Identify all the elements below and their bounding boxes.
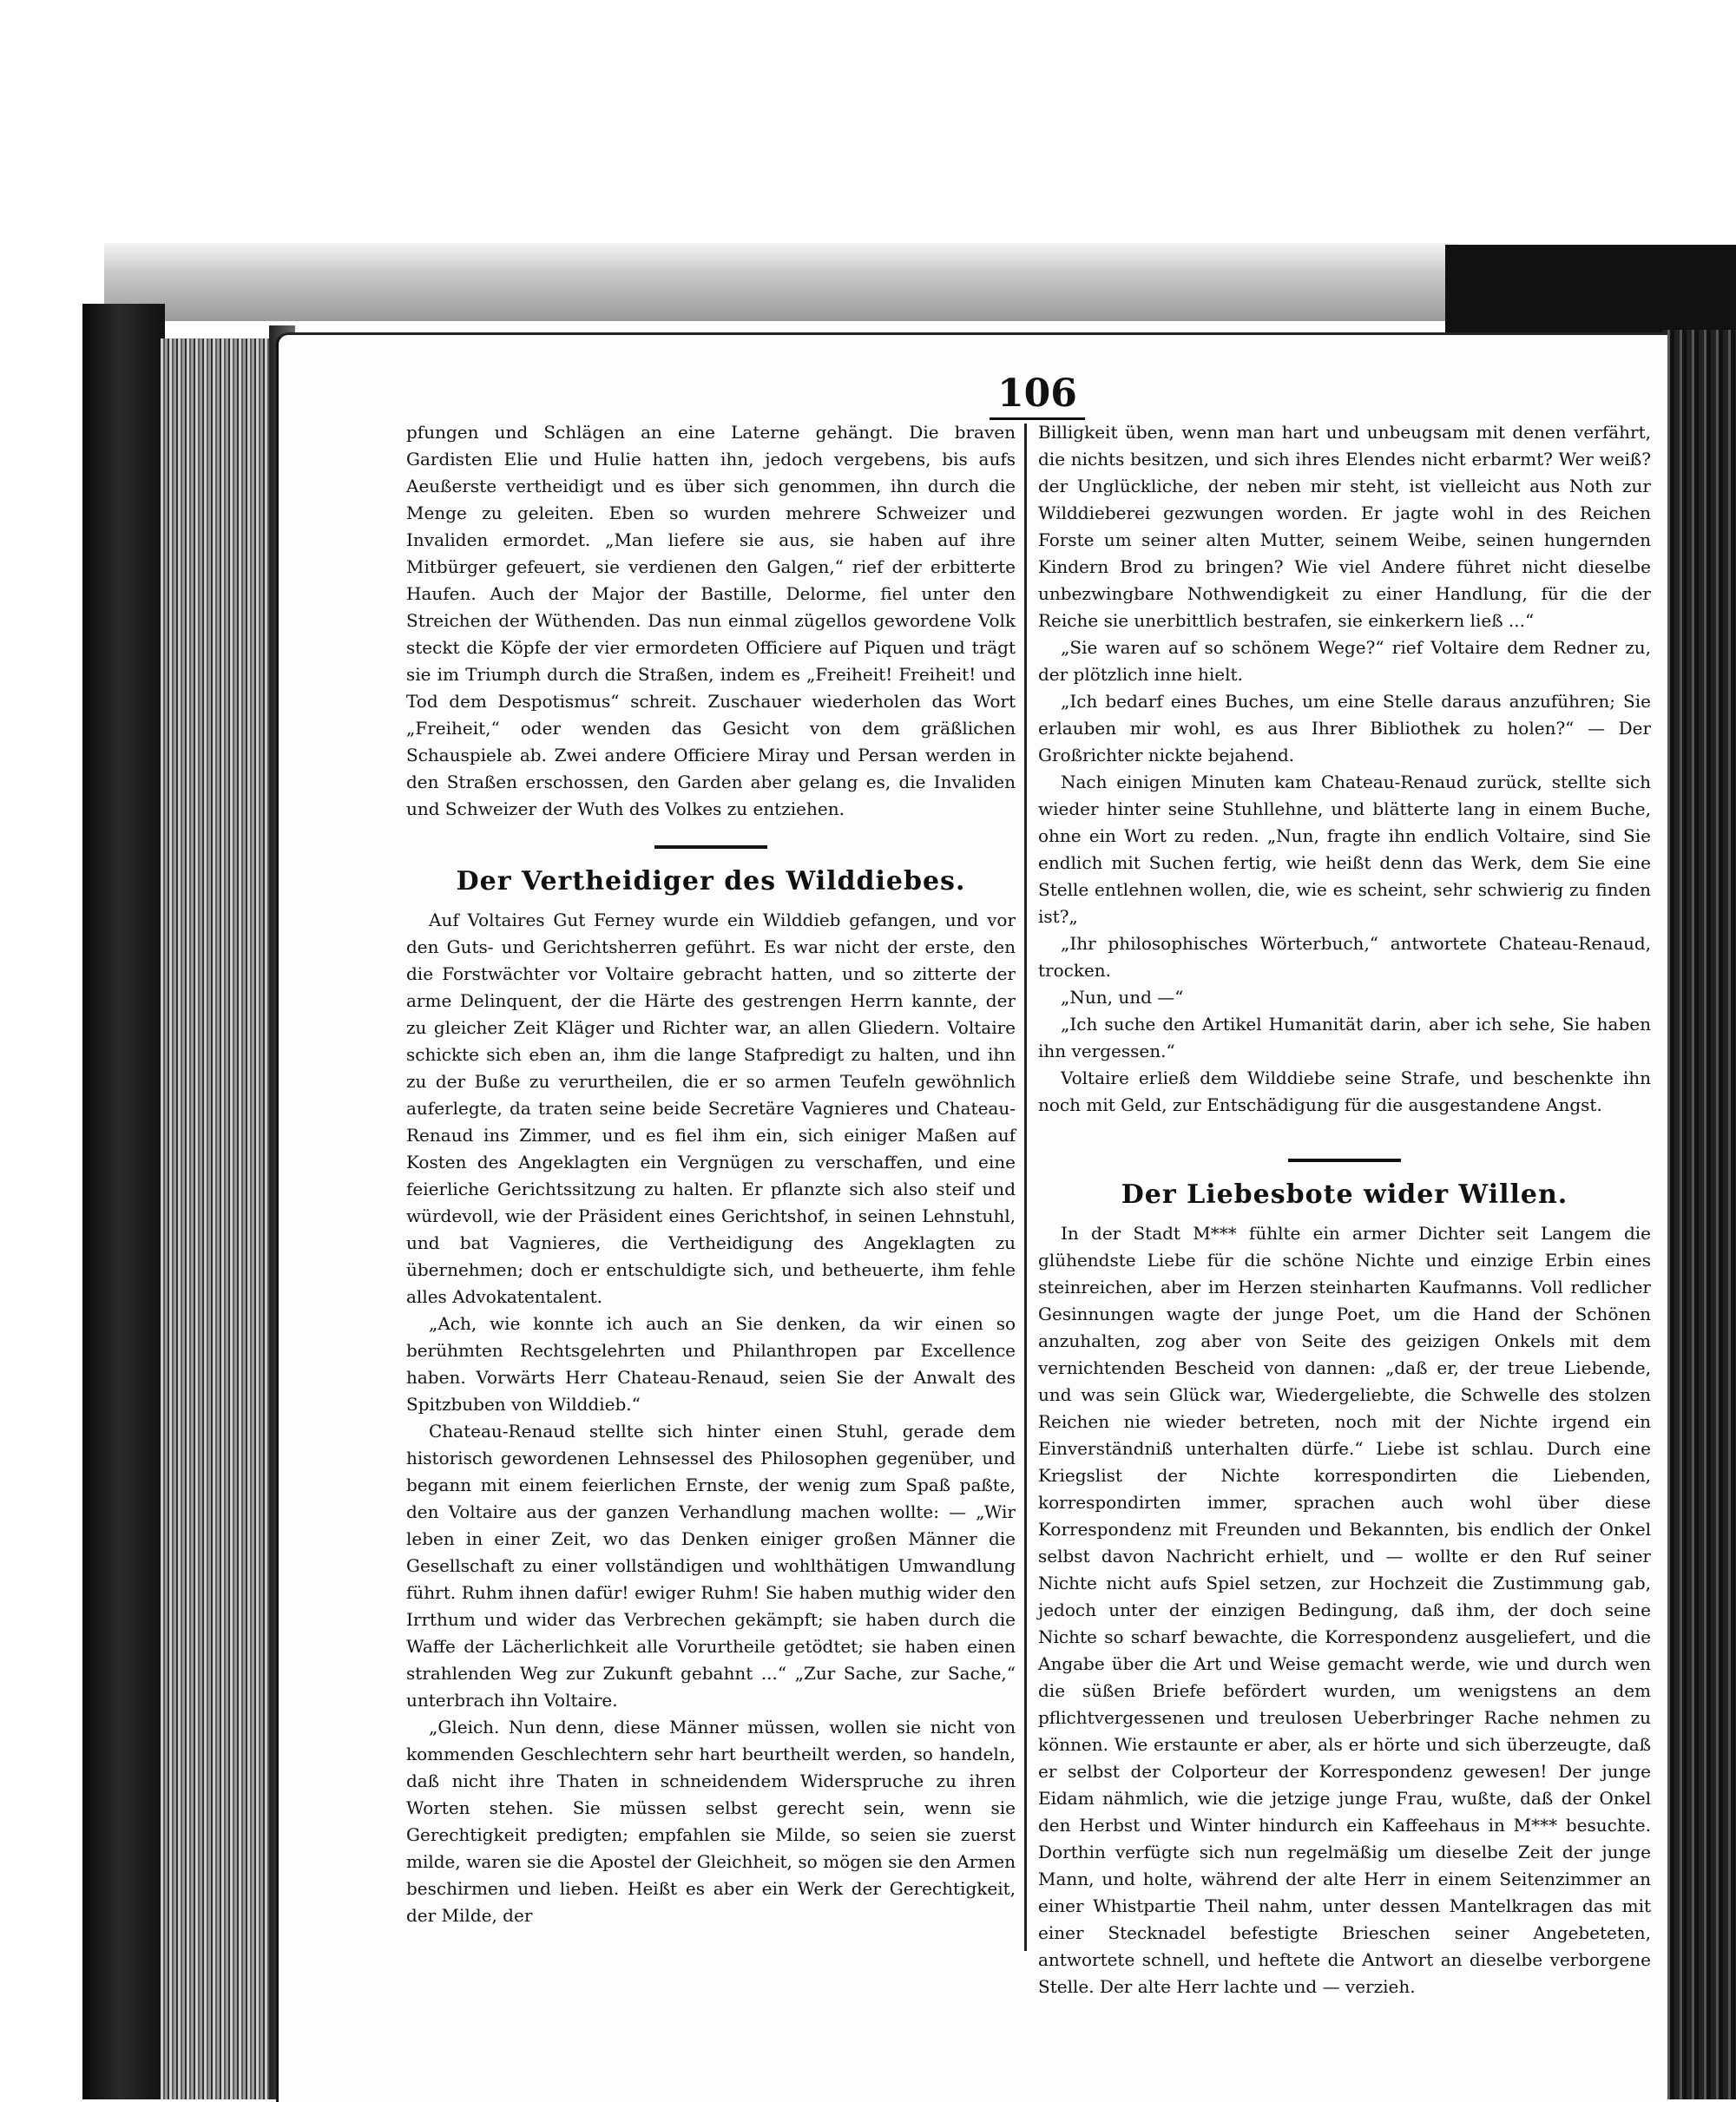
paragraph: Voltaire erließ dem Wilddiebe seine Strafe, und beschenkte ihn noch mit Geld, zur Entschädigung für die ausgestandene Angst. [1038,1067,1651,1115]
paragraph: „Sie waren auf so schönem Wege?“ rief Voltaire dem Redner zu, der plötzlich inne hielt. [1038,637,1651,685]
paragraph: „Ihr philosophisches Wörterbuch,“ antwortete Chateau-Renaud, trocken. [1038,933,1651,981]
article-heading: Der Vertheidiger des Wilddiebes. [456,866,966,897]
paragraph: „Ich bedarf eines Buches, um eine Stelle daraus anzuführen; Sie erlauben mir wohl, es aus Ihrer Bibliothek zu holen?“ — Der Großrichter nickte bejahend. [1038,691,1651,765]
section-divider [654,845,767,849]
paragraph: Billigkeit üben, wenn man hart und unbeugsam mit denen verfährt, die nichts besitzen, und sich ihres Elendes nicht erbarmt? Wer weiß? der Unglückliche, der neben mir steht, ist vielleicht aus Noth zur Wilddieberei gezwungen worden. Er jagte wohl in des Reichen Forste um seiner alten Mutter, seinem Weibe, seinen hungernden Kindern Brod zu bringen? Wie viel Andere führet nicht dieselbe unbezwingbare Nothwendigkeit zu einer Handlung, für die der Reiche sie unerbittlich bestrafen, sie einkerkern ließ ...“ [1038,422,1651,631]
right-column [1038,419,1651,2000]
section-divider [1288,1159,1401,1162]
paragraph: Auf Voltaires Gut Ferney wurde ein Wilddieb gefangen, und vor den Guts- und Gerichtsherren geführt. Es war nicht der erste, den die Forstwächter vor Voltaire gebracht hatten, und so zitterte der arme Delinquent, der die Härte des gestrengen Herrn kannte, der zu gleicher Zeit Kläger und Richter war, an allen Gliedern. Voltaire schickte sich eben an, ihm die lange Stafpredigt zu halten, und ihn zu der Buße zu verurtheilen, die er so armen Teufeln gewöhnlich auferlegte, da traten seine beide Secretäre Vagnieres und Chateau-Renaud ins Zimmer, und es fiel ihm ein, sich einiger Maßen auf Kosten des Angeklagten ein Vergnügen zu verschaffen, und eine feierliche Gerichtssitzung zu halten. Er pflanzte sich also steif und würdevoll, wie der Präsident eines Gerichtshof, in seinen Lehnstuhl, und bat Vagnieres, die Vertheidigung des Angeklagten zu übernehmen; doch er entschuldigte sich, und betheuerte, ihm fehle alles Advokatentalent. [406,910,1016,1307]
paragraph: „Nun, und —“ [1061,987,1184,1008]
paragraph: „Ich suche den Artikel Humanität darin, aber ich sehe, Sie haben ihn vergessen.“ [1038,1014,1651,1061]
left-column [406,419,1016,1929]
article-heading: Der Liebesbote wider Willen. [1121,1179,1568,1210]
book-spine [82,304,165,2099]
paragraph: „Ach, wie konnte ich auch an Sie denken, da wir einen so berühmten Rechtsgelehrten und Philanthropen par Excellence haben. Vorwärts Herr Chateau-Renaud, seien Sie der Anwalt des Spitzbuben von Wilddieb.“ [406,1313,1016,1415]
paragraph: Chateau-Renaud stellte sich hinter einen Stuhl, gerade dem historisch gewordenen Lehnsessel des Philosophen gegenüber, und begann mit einem feierlichen Ernste, der wenig zum Spaß paßte, den Voltaire aus der ganzen Verhandlung machen wollte: — „Wir leben in einer Zeit, wo das Denken einiger großen Männer die Gesellschaft zu einer vollständigen und wohlthätigen Umwandlung führt. Ruhm ihnen dafür! ewiger Ruhm! Sie haben muthig wider den Irrthum und wider das Verbrechen gekämpft; sie haben durch die Waffe der Lächerlichkeit alle Vorurtheile getödtet; sie haben einen strahlenden Weg zur Zukunft gebahnt ...“ „Zur Sache, zur Sache,“ unterbrach ihn Voltaire. [406,1421,1016,1711]
paragraph: In der Stadt M*** fühlte ein armer Dichter seit Langem die glühendste Liebe für die schöne Nichte und einzige Erbin eines steinreichen, aber im Herzen steinharten Kaufmanns. Voll redlicher Gesinnungen wagte der junge Poet, um die Hand der Schönen anzuhalten, zog aber von Seite des geizigen Onkels mit dem vernichtenden Bescheid von dannen: „daß er, der treue Liebende, und was sein Glück war, Wiedergeliebte, die Schwelle des stolzen Reichen nie wieder betreten, noch mit der Nichte irgend ein Einverständniß unterhalten dürfe.“ Liebe ist schlau. Durch eine Kriegslist der Nichte korrespondirten die Liebenden, korrespondirten immer, sprachen auch wohl über diese Korrespondenz mit Freunden und Bekannten, bis endlich der Onkel selbst davon Nachricht erhielt, und — wollte er den Ruf seiner Nichte nicht aufs Spiel setzen, zur Hochzeit die Zustimmung gab, jedoch unter der einzigen Bedingung, daß ihm, der doch seine Nichte so scharf bewachte, die Korrespondenz ausgeliefert, und die Angabe über die Art und Weise gemacht werde, wie und durch wen die süßen Briefe befördert wurden, um wenigstens an dem pflichtvergessenen und treulosen Ueberbringer Rache nehmen zu können. Wie erstaunte er aber, als er hörte und sich überzeugte, daß er selbst der Colporteur der Korrespondenz gewesen! Der junge Eidam nähmlich, wie die jetzige junge Frau, wußte, daß der Onkel den Herbst und Winter hindurch ein Kaffeehaus in M*** besuchte. Dorthin verfügte sich nun regelmäßig um dieselbe Zeit der junge Mann, und holte, während der alte Herr in einem Seitenzimmer an einer Whistpartie Theil nahm, unter dessen Mantelkragen das mit einer Stecknadel befestigte Brieschen seiner Angebeteten, antwortete schnell, und heftete die Antwort an dieselbe verborgene Stelle. Der alte Herr lachte und — verzieh. [1038,1223,1651,1997]
scan-top-shade [104,243,1458,321]
scan-right-edge [1662,330,1736,2099]
page-number: 106 [990,371,1085,420]
paragraph: pfungen und Schlägen an eine Laterne gehängt. Die braven Gardisten Elie und Hulie hatten ihn, jedoch vergebens, bis aufs Aeußerste vertheidigt und es über sich genommen, ihn durch die Menge zu geleiten. Eben so wurden mehrere Schweizer und Invaliden ermordet. „Man liefere sie aus, sie haben auf ihre Mitbürger gefeuert, sie verdienen den Galgen,“ rief der erbitterte Haufen. Auch der Major der Bastille, Delorme, fiel unter den Streichen der Wüthenden. Das nun einmal zügellos gewordene Volk steckt die Köpfe der vier ermordeten Officiere auf Piquen und trägt sie im Triumph durch die Straßen, indem es „Freiheit! Freiheit! und Tod dem Despotismus“ schreit. Zuschauer wiederholen das Wort „Freiheit,“ oder wenden das Gesicht von dem gräßlichen Schauspiele ab. Zwei andere Officiere Miray und Persan werden in den Straßen erschossen, den Garden aber gelang es, die Invaliden und Schweizer der Wuth des Volkes zu entziehen. [406,422,1016,819]
book-page-edges [161,338,278,2099]
paragraph: „Gleich. Nun denn, diese Männer müssen, wollen sie nicht von kommenden Geschlechtern sehr hart beurtheilt werden, so handeln, daß nicht ihre Thaten in schneidendem Widerspruche zu ihren Worten stehen. Sie müssen selbst gerecht sein, wenn sie Gerechtigkeit predigten; empfahlen sie Milde, so seien sie zuerst milde, waren sie die Apostel der Gleichheit, so mögen sie den Armen beschirmen und lieben. Heißt es aber ein Werk der Gerechtigkeit, der Milde, der [406,1717,1016,1926]
column-divider [1024,424,1027,1951]
paragraph: Nach einigen Minuten kam Chateau-Renaud zurück, stellte sich wieder hinter seine Stuhllehne, und blätterte lang in einem Buche, ohne ein Wort zu reden. „Nun, fragte ihn endlich Voltaire, sind Sie endlich mit Suchen fertig, wie heißt denn das Werk, dem Sie eine Stelle entlehnen wollen, die, wie es scheint, sehr schwierig zu finden ist?„ [1038,772,1651,927]
